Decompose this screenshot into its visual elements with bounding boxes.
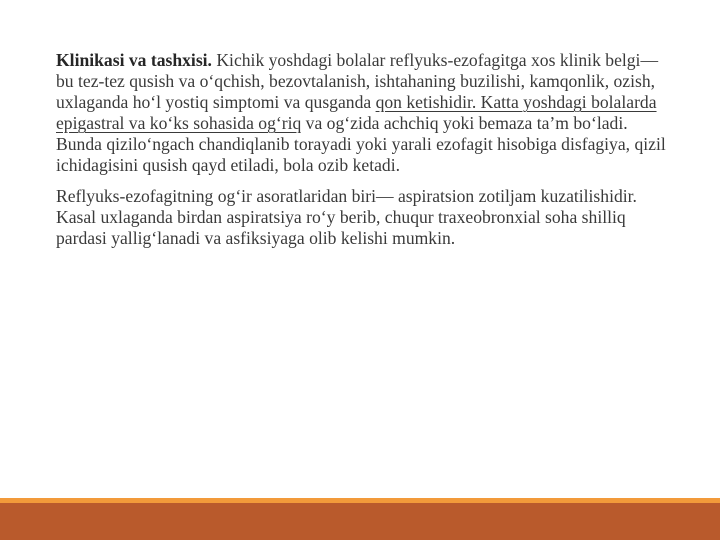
paragraph-lead-heading: Klinikasi va tashxisi. (56, 50, 212, 70)
footer-band (0, 503, 720, 540)
paragraph-complications: Reflyuks-ezofagitning og‘ir asoratlaridan biri— aspiratsion zotiljam kuzatilishidir. Kasal uxlaganda birdan aspiratsiya ro‘y berib, chuqur traxeobronxial soha shilliq pardasi yallig‘lanadi va asfiksiyaga olib kelishi mumkin. (56, 186, 637, 248)
paragraph-text-part2: va og‘zida achchiq yoki bemaza ta’m bo‘ladi. Bunda qizilo‘ngach chandiqlanib torayadi yoki yarali ezofagit hisobiga disfagiya, qizil ichidagisini qusish qayd etiladi, bola ozib ketadi. (56, 113, 666, 175)
slide-body (56, 50, 666, 259)
paragraph-text-part1: Kichik yoshdagi bolalar reflyuks-ezofagitga xos klinik belgi—bu tez-tez qusish va o‘qchish, bezovtalanish, ishtahaning buzilishi, kamqonlik, ozish, uxlaganda ho‘l yostiq simptomi va qusganda (56, 50, 659, 112)
paragraph-clinic-diagnosis (56, 50, 666, 176)
paragraph-underlined-text: qon ketishidir. Katta yoshdagi bolalarda epigastral va ko‘ks sohasida og‘riq (56, 92, 657, 133)
